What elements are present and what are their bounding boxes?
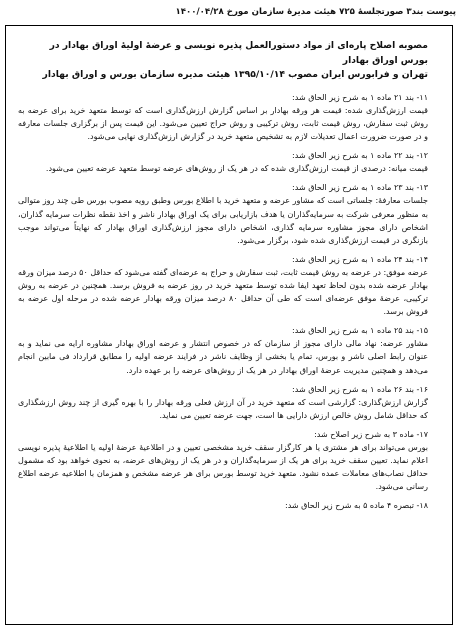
item-heading: ۱۲- بند ۲۲ ماده ۱ به شرح زیر الحاق شد: <box>292 151 428 161</box>
header-note: پیوست بند۳ صورتجلسهٔ ۷۲۵ هیئت مدیرهٔ سازمان مورخ ۱۴۰۰/۰۴/۲۸ <box>175 7 456 17</box>
item-paragraph: عرضه موفق: در عرضه به روش قیمت ثابت، ثبت سفارش و حراج به عرضه‌ای گفته می‌شود که حداقل ۵۰ درصد میزان ورقه بهادار عرضه شده بدون لحاظ تعهد ایفا شده توسط متعهد خرید در روز عرضه به فروش برسد. همچنین در عرضه به روش ترکیبی، عرضهٔ موفق عرضه‌ای است که طی آن حداقل ۸۰ درصد میزان ورقه بهادار عرضه شده در مرحله اول عرضه به فروش برسد. <box>18 267 428 317</box>
document-body <box>18 91 428 513</box>
document-title <box>24 39 428 83</box>
item-paragraph: مشاور عرضه: نهاد مالی دارای مجوز از سازمان که در خصوص انتشار و عرضه اوراق بهادار مشاوره ارایه می نماید و به عنوان رابط اصلی ناشر و بورس، تمام یا بخشی از وظایف ناشر در فرایند عرضه اولیه را مطابق قرارداد فی مابین انجام می‌دهد و همچنین مدیریت عرضهٔ اوراق بهادار در هر یک از روش‌های عرضه را بر عهده دارد. <box>18 339 428 375</box>
item-paragraph: قیمت ارزش‌گذاری شده: قیمت هر ورقه بهادار بر اساس گزارش ارزش‌گذاری است که توسط متعهد خرید برای عرضه به روش ثبت سفارش، روش قیمت ثابت، روش ترکیبی و روش حراج تعیین می‌شود. این قیمت پس از برگزاری جلسات معارفه و در صورت ضرورت اعمال تعدیلات لازم به تشخیص متعهد خرید در گزارش ارزش‌گذاری نهایی می‌شود. <box>18 105 428 142</box>
item-heading: ۱۱- بند ۲۱ ماده ۱ به شرح زیر الحاق شد: <box>292 92 428 102</box>
item-paragraph: گزارش ارزش‌گذاری: گزارشی است که متعهد خرید در آن ارزش فعلی ورقه بهادار را با بهره گیری از چند روش ارزشگذاری که حداقل شامل روش خالص ارزش دارایی ها است، جهت عرضه تعیین می نماید. <box>18 397 428 420</box>
item-paragraph: قیمت میانه: درصدی از قیمت ارزش‌گذاری شده که در هر یک از روش‌های عرضه توسط متعهد عرضه تعیین می‌شود. <box>45 164 428 174</box>
item-heading: ۱۷- ماده ۳ به شرح زیر اصلاح شد: <box>314 429 428 439</box>
title-line: تهران و فرابورس ایران مصوب ۱۳۹۵/۱۰/۱۴ هیئت مدیره سازمان بورس و اوراق بهادار <box>42 69 428 81</box>
item-heading: ۱۸- تبصره ۴ ماده ۵ به شرح زیر الحاق شد: <box>285 501 428 511</box>
item-heading: ۱۴- بند ۲۴ ماده ۱ به شرح زیر الحاق شد: <box>292 254 428 264</box>
item-heading: ۱۶- بند ۲۶ ماده ۱ به شرح زیر الحاق شد: <box>292 384 428 394</box>
item-heading: ۱۵- بند ۲۵ ماده ۱ به شرح زیر الحاق شد: <box>292 326 428 336</box>
item-paragraph: بورس می‌تواند برای هر مشتری یا هر کارگزار سقف خرید مشخصی تعیین و در اطلاعیهٔ عرضهٔ اولیه یا اطلاعیهٔ پذیره نویسی اعلام نماید. تعیین سقف خرید برای هر یک از سرمایه‌گذاران و در هر یک از روش‌های عرضه، به نحوی خواهد بود که مشمول حداقل نصاب‌های معاملات عمده نشود. متعهد خرید توسط بورس برای هر عرضه مشخص و همزمان با اطلاعیه عرضه اطلاع رسانی می‌شود. <box>18 443 428 492</box>
item-paragraph: جلسات معارفهٔ: جلساتی است که مشاور عرضه و متعهد خرید با اطلاع بورس وطبق رویه مصوب بورس طی چند روز متوالی به منظور معرفی شرکت به سرمایه‌گذاران یا هدف بازاریابی برای یک اوراق بهادار ناشر و اخذ نقطه نظرات سرمایه گذاران، اشخاص دارای مجوز مشاوره سرمایه گذاری، اشخاص دارای مجوز ارزش‌گذاری اوراق بهادار که نهایتاً می‌تواند موجب بازنگری در قیمت ارزش‌گذاری شده شود، برگزار می‌شود. <box>18 196 428 245</box>
item-heading: ۱۳- بند ۲۳ ماده ۱ به شرح زیر الحاق شد: <box>292 183 428 193</box>
document-frame <box>5 25 453 625</box>
title-line: مصوبه اصلاح پاره‌ای از مواد دستورالعمل پذیره نویسی و عرضهٔ اولیهٔ اوراق بهادار در بورس اوراق بهادار <box>49 40 428 66</box>
